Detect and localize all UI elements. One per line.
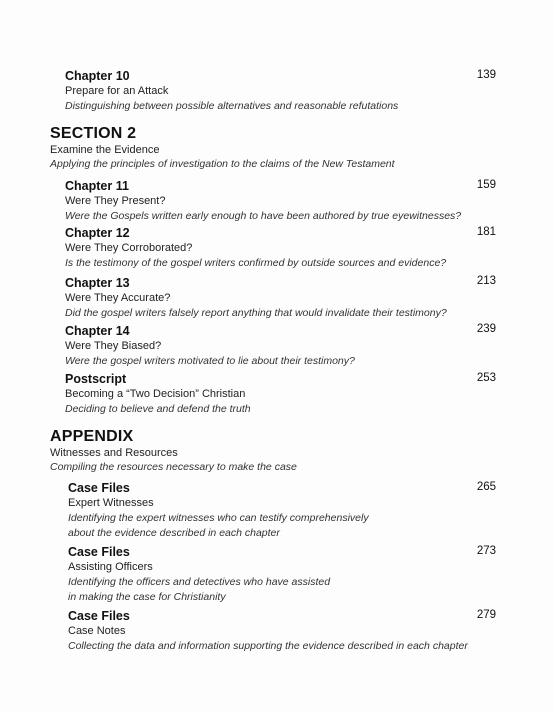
- entry-title: Were They Accurate?: [65, 292, 171, 304]
- entry-description: Were the gospel writers motivated to lie about their testimony?: [65, 355, 355, 367]
- page-number: 279: [476, 609, 496, 621]
- section-subtitle: Witnesses and Resources: [50, 447, 178, 459]
- page-number: 159: [476, 179, 496, 191]
- section-description: Compiling the resources necessary to make the case: [50, 461, 297, 473]
- section-subtitle: Examine the Evidence: [50, 144, 160, 156]
- entry-description: Identifying the expert witnesses who can testify comprehensively: [68, 512, 369, 524]
- entry-heading: Chapter 14: [65, 324, 130, 338]
- toc-entry-chapter-12: [65, 225, 446, 271]
- entry-title: Case Notes: [68, 625, 126, 637]
- entry-heading: Case Files: [68, 609, 130, 623]
- entry-heading: Chapter 10: [65, 69, 130, 83]
- page-number: 265: [476, 481, 496, 493]
- entry-heading: Case Files: [68, 545, 130, 559]
- toc-entry-case-notes: [68, 608, 468, 654]
- toc-entry-chapter-13: [65, 275, 447, 321]
- entry-title: Assisting Officers: [68, 561, 153, 573]
- entry-title: Becoming a “Two Decision” Christian: [65, 388, 246, 400]
- toc-entry-chapter-10: [65, 68, 398, 114]
- section-title: SECTION 2: [50, 125, 137, 142]
- entry-title: Were They Present?: [65, 195, 166, 207]
- entry-description-continued: about the evidence described in each chapter: [68, 527, 280, 539]
- page-number: 213: [476, 275, 496, 287]
- entry-description: Did the gospel writers falsely report anything that would invalidate their testimony?: [65, 307, 447, 319]
- toc-entry-assisting-officers: [68, 544, 330, 605]
- entry-description-continued: in making the case for Christianity: [68, 591, 226, 603]
- entry-description: Deciding to believe and defend the truth: [65, 403, 251, 415]
- entry-description: Is the testimony of the gospel writers confirmed by outside sources and evidence?: [65, 257, 447, 269]
- section-description: Applying the principles of investigation to the claims of the New Testament: [50, 158, 395, 170]
- page-number: 273: [476, 545, 496, 557]
- entry-heading: Case Files: [68, 481, 130, 495]
- entry-title: Prepare for an Attack: [65, 85, 169, 97]
- entry-description: Were the Gospels written early enough to have been authored by true eyewitnesses?: [65, 210, 462, 222]
- page-number: 253: [476, 372, 496, 384]
- toc-entry-expert-witnesses: [68, 480, 369, 541]
- toc-entry-postscript: [65, 371, 251, 417]
- entry-description: Collecting the data and information supporting the evidence described in each chapter: [68, 640, 468, 652]
- entry-heading: Chapter 11: [65, 179, 129, 193]
- toc-entry-chapter-11: [65, 178, 461, 224]
- page-number: 181: [476, 226, 496, 238]
- entry-description: Identifying the officers and detectives who have assisted: [68, 576, 331, 588]
- entry-heading: Chapter 13: [65, 276, 130, 290]
- entry-heading: Chapter 12: [65, 226, 130, 240]
- entry-description: Distinguishing between possible alternatives and reasonable refutations: [65, 100, 399, 112]
- entry-title: Were They Corroborated?: [65, 242, 193, 254]
- page-number: 139: [476, 69, 496, 81]
- section-title: APPENDIX: [50, 428, 134, 445]
- page-number: 239: [476, 323, 496, 335]
- toc-entry-chapter-14: [65, 323, 355, 369]
- entry-title: Were They Biased?: [65, 340, 162, 352]
- entry-title: Expert Witnesses: [68, 497, 154, 509]
- entry-heading: Postscript: [65, 372, 127, 386]
